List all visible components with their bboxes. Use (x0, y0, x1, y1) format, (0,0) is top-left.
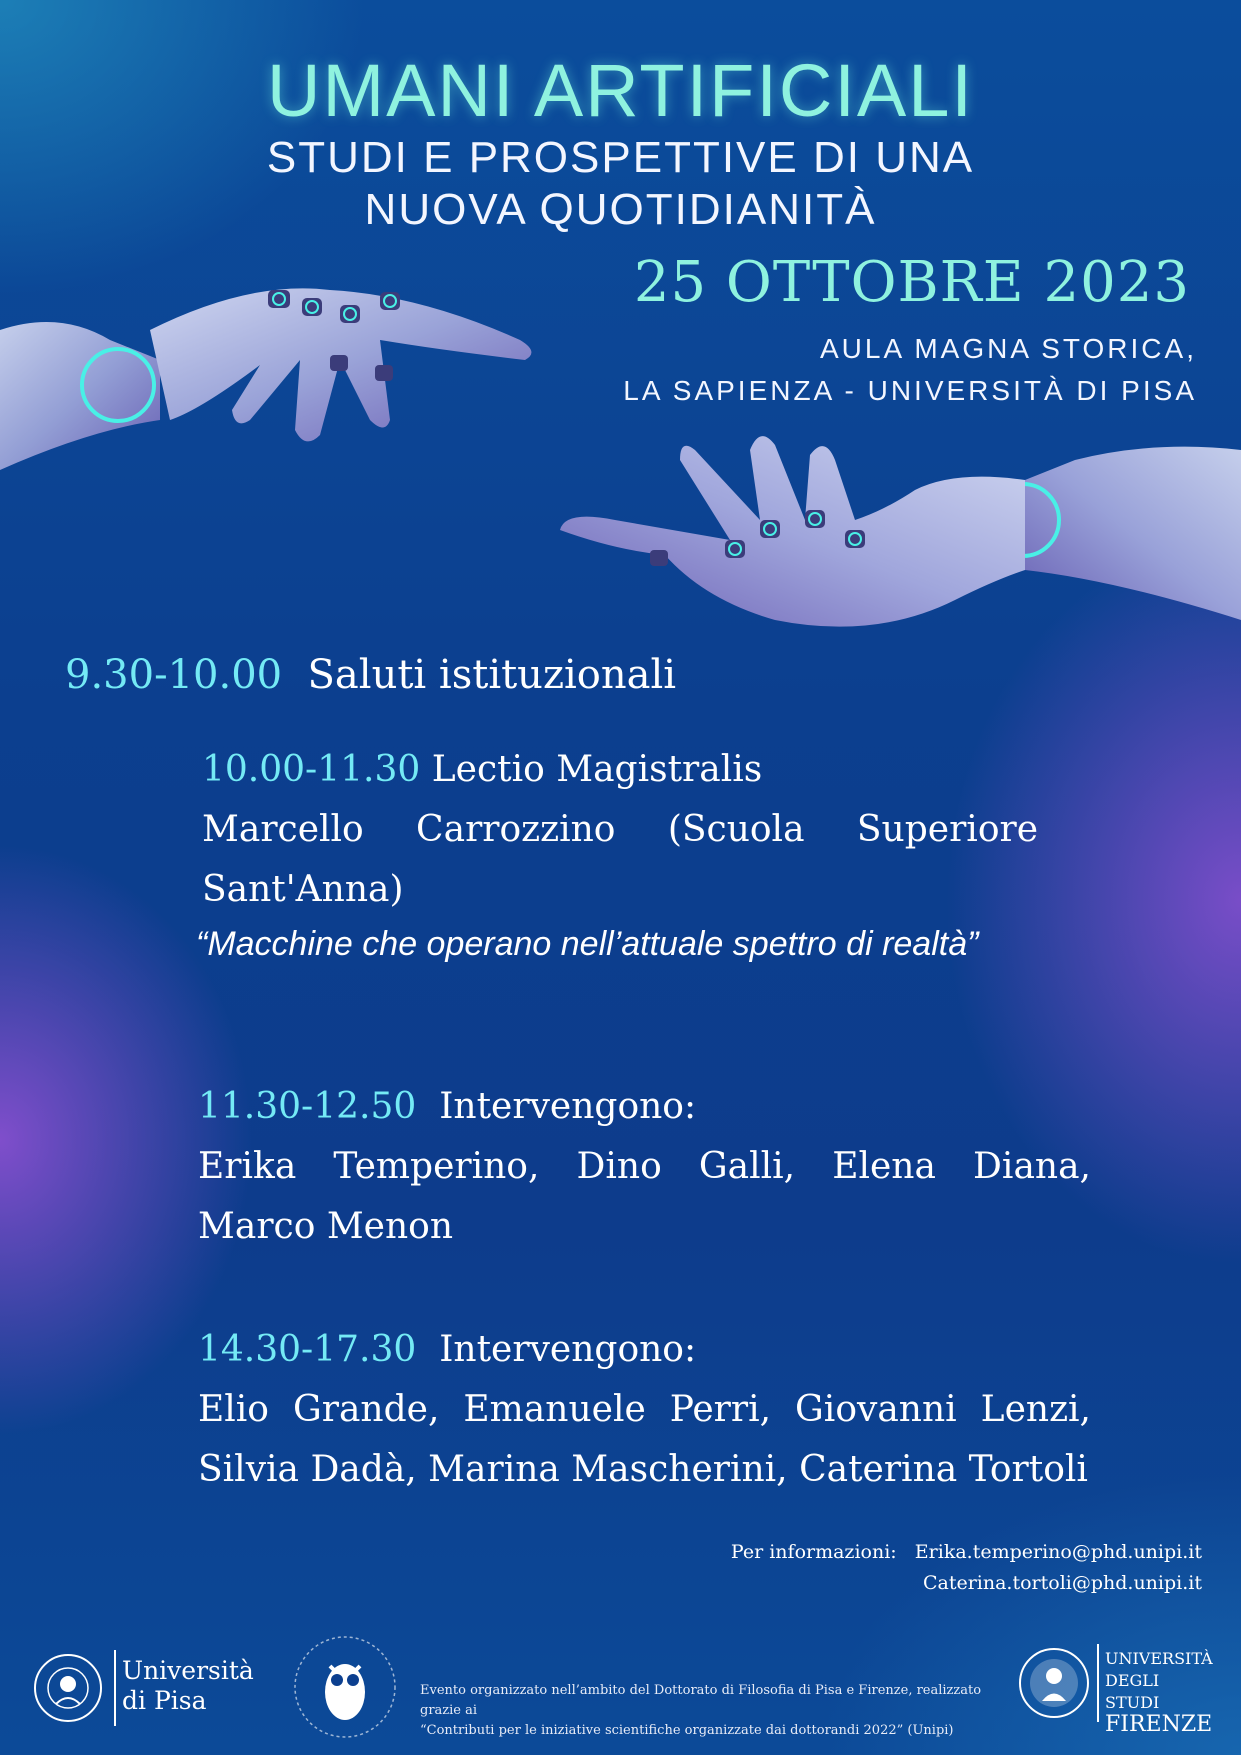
department-owl-logo-icon (290, 1632, 400, 1742)
agenda-item-3 (198, 1077, 1091, 1257)
contact-info (640, 1537, 1202, 1599)
agenda-title: Saluti istituzionali (307, 652, 677, 698)
unifi-name-line-2: DEGLI STUDI (1105, 1671, 1160, 1712)
agenda-title: Lectio Magistralis (431, 749, 763, 790)
agenda-item-4 (198, 1320, 1091, 1500)
footer-note-line-1: Evento organizzato nell’ambito del Dottorato di Filosofia di Pisa e Firenze, realizzato grazie ai (420, 1683, 982, 1718)
event-title: UMANI ARTIFICIALI (267, 49, 974, 132)
unifi-seal-icon (1017, 1646, 1091, 1720)
unipi-name-line-1: Università (122, 1656, 254, 1685)
agenda-title: Intervengono: (439, 1086, 697, 1127)
venue-line-2: LA SAPIENZA - UNIVERSITÀ DI PISA (623, 375, 1197, 406)
unifi-name-line-1: UNIVERSITÀ (1105, 1649, 1213, 1668)
footer-note (420, 1681, 1010, 1741)
agenda-speakers: Erika Temperino, Dino Galli, Elena Diana, Marco Menon (198, 1146, 1091, 1247)
agenda-time: 9.30-10.00 (65, 652, 283, 698)
unipi-name-line-2: di Pisa (122, 1686, 207, 1715)
agenda-time: 14.30-17.30 (198, 1329, 417, 1370)
event-venue (500, 328, 1197, 412)
agenda-time: 10.00-11.30 (202, 749, 421, 790)
contact-email-1[interactable]: Erika.temperino@phd.unipi.it (914, 1541, 1202, 1563)
robot-hand-right-illustration (555, 430, 1241, 660)
agenda-speakers: Elio Grande, Emanuele Perri, Giovanni Lenzi, Silvia Dadà, Marina Mascherini, Caterina Tortoli (198, 1389, 1091, 1490)
contact-label: Per informazioni: (730, 1541, 897, 1563)
venue-line-1: AULA MAGNA STORICA, (819, 333, 1197, 364)
footer-note-line-2: “Contributi per le iniziative scientifiche organizzate dai dottorandi 2022” (Unipi) (420, 1723, 954, 1738)
subtitle-line-2: NUOVA QUOTIDIANITÀ (364, 185, 877, 234)
agenda-title: Intervengono: (439, 1329, 697, 1370)
robot-hand-left-illustration (0, 270, 560, 480)
subtitle-line-1: STUDI E PROSPETTIVE DI UNA (266, 133, 975, 182)
unipi-seal-icon (32, 1652, 104, 1724)
lecture-quote: “Macchine che operano nell’attuale spettro di realtà” (196, 925, 979, 963)
unifi-logo (1017, 1642, 1217, 1737)
agenda-item-1 (65, 652, 676, 698)
unifi-name-line-3: FIRENZE (1105, 1712, 1213, 1737)
contact-email-2[interactable]: Caterina.tortoli@phd.unipi.it (922, 1572, 1202, 1594)
agenda-speaker: Marcello Carrozzino (Scuola Superiore Sant'Anna) (202, 809, 1038, 910)
event-subtitle (0, 132, 1241, 236)
agenda-time: 11.30-12.50 (198, 1086, 417, 1127)
event-date: 25 OTTOBRE 2023 (633, 250, 1190, 315)
unipi-logo (32, 1650, 272, 1730)
agenda-item-2 (202, 740, 1038, 920)
